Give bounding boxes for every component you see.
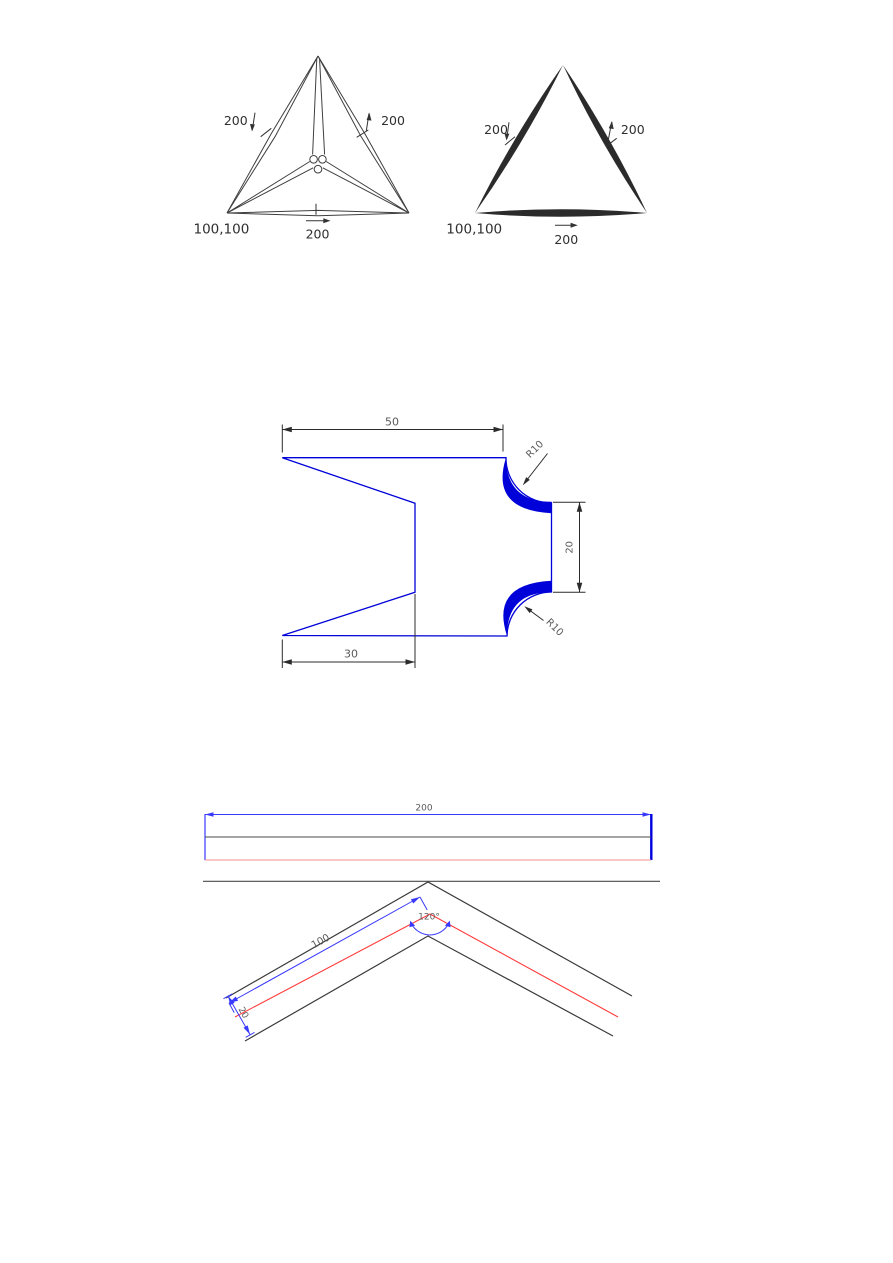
dim-label-width-bottom: 30 [344,647,358,661]
dim-50-arrowhead-right [494,427,504,433]
figure-triangle-filled [446,65,647,247]
dim-20-arrowhead-bottom [577,583,583,593]
dim-30-arrowhead-right [406,659,416,665]
dim-label-bottom: 200 [554,232,579,247]
dim-50-extension-lines [282,425,503,453]
fillet-bottom-leader-arrowhead [524,606,532,613]
dim-20-arrowhead-bottom [244,1025,251,1034]
right-wedge [323,162,409,214]
origin-coordinates-label: 100,100 [446,221,503,238]
dim-label-side-left: 200 [484,122,508,137]
figure-triangle-wireframe [194,56,410,242]
dim-label-band-length: 200 [415,803,433,814]
dim-label-angle: 120° [418,912,440,923]
center-circle-left [310,156,318,164]
figure-band [205,804,651,861]
bottom-arrowhead-icon [571,223,578,228]
dim-label-side-right: 200 [381,113,405,128]
dim-label-side-right: 200 [620,122,645,137]
band-arrowhead-left [205,812,214,817]
angle-arc-arrowhead-right [445,921,451,927]
chevron-inner-line [245,936,613,1041]
band-arrowhead-right [643,812,652,817]
dim-label-side-left: 200 [223,113,248,128]
bottom-edge-sliver [227,213,409,216]
angle-dim-arc [412,924,449,935]
dim-50-arrowhead-left [282,427,292,433]
chevron-centerline [235,914,618,1017]
dim-20-arrowhead-top [577,502,583,512]
figure-chevron [203,881,660,1041]
apex-wedge [313,58,325,155]
right-edge-lens-filled [563,65,647,213]
dim-label-bottom: 200 [305,226,330,242]
dim-label-leg-length: 100 [309,932,332,952]
dim-100-extension-stubs [229,897,427,1013]
right-arrowhead-icon [367,113,372,121]
fillet-label-bottom: R10 [543,616,566,639]
left-arrowhead-icon [250,124,255,132]
dim-100-arrowhead-top [411,897,420,904]
bottom-arrowhead-icon [323,218,330,223]
origin-coordinates-label: 100,100 [193,221,250,238]
dim-label-band-width: 20 [235,1005,250,1021]
chevron-outer-line [226,882,632,998]
dim-100-line [229,897,420,1003]
fillet-crescent-top [503,458,552,513]
dim-30-arrowhead-left [282,659,292,665]
bottom-edge-sliver-inner [227,210,409,213]
dim-label-width-top: 50 [385,415,399,429]
fillet-label-top: R10 [524,438,547,461]
left-wedge [227,162,313,214]
center-circle-right [319,156,327,164]
dim-label-height-right: 20 [564,540,576,554]
center-circle-bottom [314,165,322,173]
left-edge-lens-filled [475,65,563,213]
figure-bracket [282,416,585,669]
bottom-edge-lens-filled [475,209,647,217]
